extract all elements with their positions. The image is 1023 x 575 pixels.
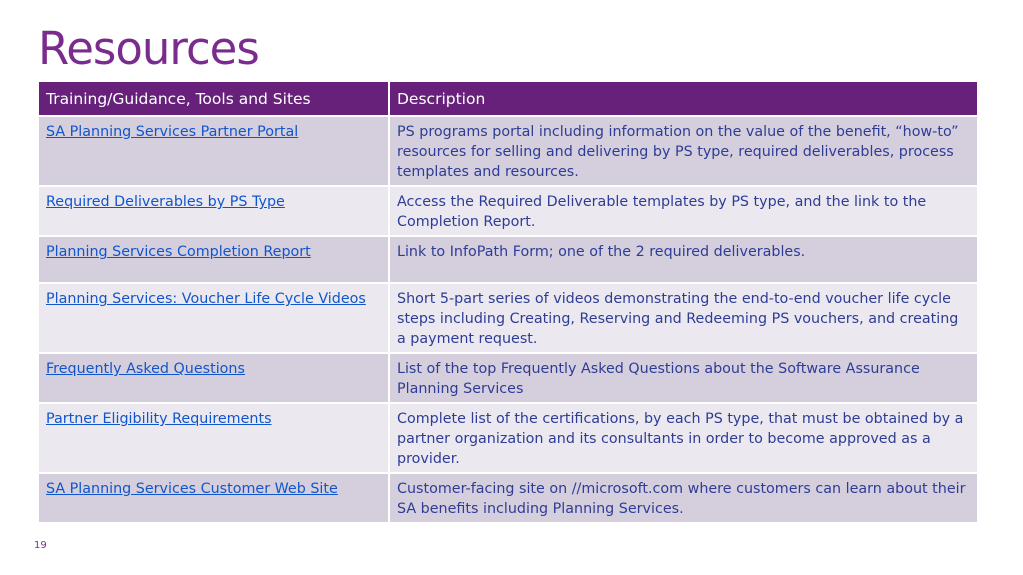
column-header-resource: Training/Guidance, Tools and Sites <box>39 82 389 116</box>
resource-link-partner-portal[interactable]: SA Planning Services Partner Portal <box>46 124 299 140</box>
description-cell: Link to InfoPath Form; one of the 2 required deliverables. <box>389 236 977 283</box>
slide-title: Resources <box>38 22 259 75</box>
table-row <box>39 403 977 473</box>
description-cell: PS programs portal including information on the value of the benefit, “how-to” resources for selling and delivering by PS type, required deliverables, process templates and resources. <box>389 116 977 186</box>
table-row <box>39 473 977 522</box>
resource-link-completion-report[interactable]: Planning Services Completion Report <box>46 244 311 260</box>
resource-cell <box>39 116 389 186</box>
table-row <box>39 116 977 186</box>
description-cell: Complete list of the certifications, by each PS type, that must be obtained by a partner organization and its consultants in order to become approved as a provider. <box>389 403 977 473</box>
description-cell: Customer-facing site on //microsoft.com where customers can learn about their SA benefits including Planning Services. <box>389 473 977 522</box>
description-cell: List of the top Frequently Asked Questions about the Software Assurance Planning Services <box>389 353 977 403</box>
resource-cell <box>39 186 389 236</box>
column-header-description: Description <box>389 82 977 116</box>
resource-cell <box>39 236 389 283</box>
resource-cell <box>39 473 389 522</box>
resource-link-customer-site[interactable]: SA Planning Services Customer Web Site <box>46 481 338 497</box>
table-header-row <box>39 82 977 116</box>
table-row <box>39 186 977 236</box>
resource-link-eligibility[interactable]: Partner Eligibility Requirements <box>46 411 272 427</box>
resource-link-faq[interactable]: Frequently Asked Questions <box>46 361 245 377</box>
resource-cell <box>39 353 389 403</box>
description-cell: Short 5-part series of videos demonstrating the end-to-end voucher life cycle steps including Creating, Reserving and Redeeming PS vouchers, and creating a payment request. <box>389 283 977 353</box>
description-cell: Access the Required Deliverable templates by PS type, and the link to the Completion Report. <box>389 186 977 236</box>
resources-table <box>39 82 977 522</box>
table-row <box>39 353 977 403</box>
resource-cell <box>39 403 389 473</box>
resource-cell <box>39 283 389 353</box>
resource-link-voucher-videos[interactable]: Planning Services: Voucher Life Cycle Videos <box>46 291 366 307</box>
table-row <box>39 236 977 283</box>
slide-number: 19 <box>34 540 47 551</box>
resource-link-required-deliverables[interactable]: Required Deliverables by PS Type <box>46 194 285 210</box>
table-row <box>39 283 977 353</box>
